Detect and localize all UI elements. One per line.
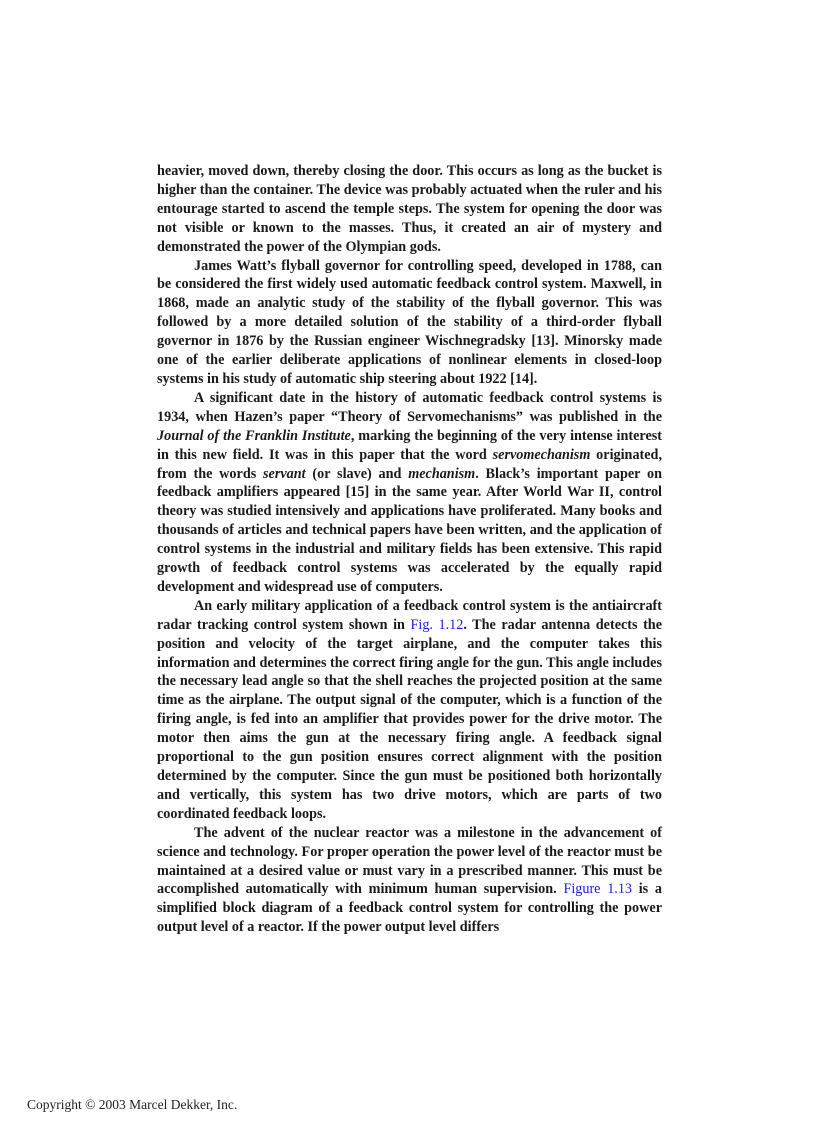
paragraph-3-text-e: . Black’s important paper on feedback amplifiers appeared [15] in the same year. After World War II, control theory was studied intensively and applications have proliferated. Many books and thousands of articles and technical papers have been written, and the application of control systems in the industrial and military fields has been extensive. This rapid growth of feedback control systems was accelerated by the equally rapid development and widespread use of computers.	[157, 465, 663, 595]
figure-1-12-link[interactable]: Fig. 1.12	[410, 616, 464, 633]
paragraph-1-text: heavier, moved down, thereby closing the door. This occurs as long as the bucket is higher than the container. The device was probably actuated when the ruler and his entourage started to ascend the temple steps. The system for opening the door was not visible or known to the masses. Thus, it created an air of mystery and demonstrated the power of the Olympian gods.	[157, 163, 662, 255]
paragraph-4-text-a: An early military application of a feedback control system is the antiaircraft radar tracking control system shown in	[157, 597, 662, 633]
paragraph-3-text-d: (or slave) and	[305, 465, 409, 482]
paragraph-4	[157, 597, 662, 824]
paragraph-5-text-a: The advent of the nuclear reactor was a milestone in the advancement of science and technology. For proper operation the power level of the reactor must be maintained at a desired value or must vary in a prescribed manner. This must be accomplished automatically with minimum human supervision.	[157, 824, 662, 898]
term-mechanism: mechanism	[408, 465, 476, 482]
paragraph-5-text-b: is a simplified block diagram of a feedback control system for controlling the power output level of a reactor. If the power output level differs	[157, 881, 663, 936]
paragraph-1	[157, 162, 662, 257]
paragraph-5	[157, 824, 662, 937]
figure-1-13-link[interactable]: Figure 1.13	[563, 881, 633, 898]
paragraph-4-text-b: . The radar antenna detects the position and velocity of the target airplane, and the computer takes this information and determines the correct firing angle for the gun. This angle includes the necessary lead angle so that the shell reaches the projected position at the same time as the airplane. The output signal of the computer, which is a function of the firing angle, is fed into an amplifier that provides power for the drive motor. The motor then aims the gun at the necessary firing angle. A feedback signal proportional to the gun position ensures correct alignment with the position determined by the computer. Since the gun must be positioned both horizontally and vertically, this system has two drive motors, which are parts of two coordinated feedback loops.	[157, 616, 662, 822]
paragraph-2	[157, 257, 662, 389]
journal-title: Journal of the Franklin Institute	[157, 427, 351, 444]
paragraph-3-text-a: A significant date in the history of automatic feedback control systems is 1934, when Hazen’s paper “Theory of Servomechanisms” was published in the	[157, 389, 662, 425]
page-body	[157, 162, 662, 937]
copyright-footer: Copyright © 2003 Marcel Dekker, Inc.	[27, 1097, 238, 1112]
term-servomechanism: servomechanism	[492, 446, 591, 463]
paragraph-2-text: James Watt’s flyball governor for controlling speed, developed in 1788, can be considered the first widely used automatic feedback control system. Maxwell, in 1868, made an analytic study of the stability of the flyball governor. This was followed by a more detailed solution of the stability of a third-order flyball governor in 1876 by the Russian engineer Wischnegradsky [13]. Minorsky made one of the earlier deliberate applications of nonlinear elements in closed-loop systems in his study of automatic ship steering about 1922 [14].	[157, 257, 662, 387]
paragraph-3	[157, 389, 662, 597]
paragraph-3-text-c: originated, from the words	[157, 446, 662, 482]
paragraph-3-text-b: , marking the beginning of the very intense interest in this new field. It was in this paper that the word	[157, 427, 662, 463]
term-servant: servant	[263, 465, 306, 482]
